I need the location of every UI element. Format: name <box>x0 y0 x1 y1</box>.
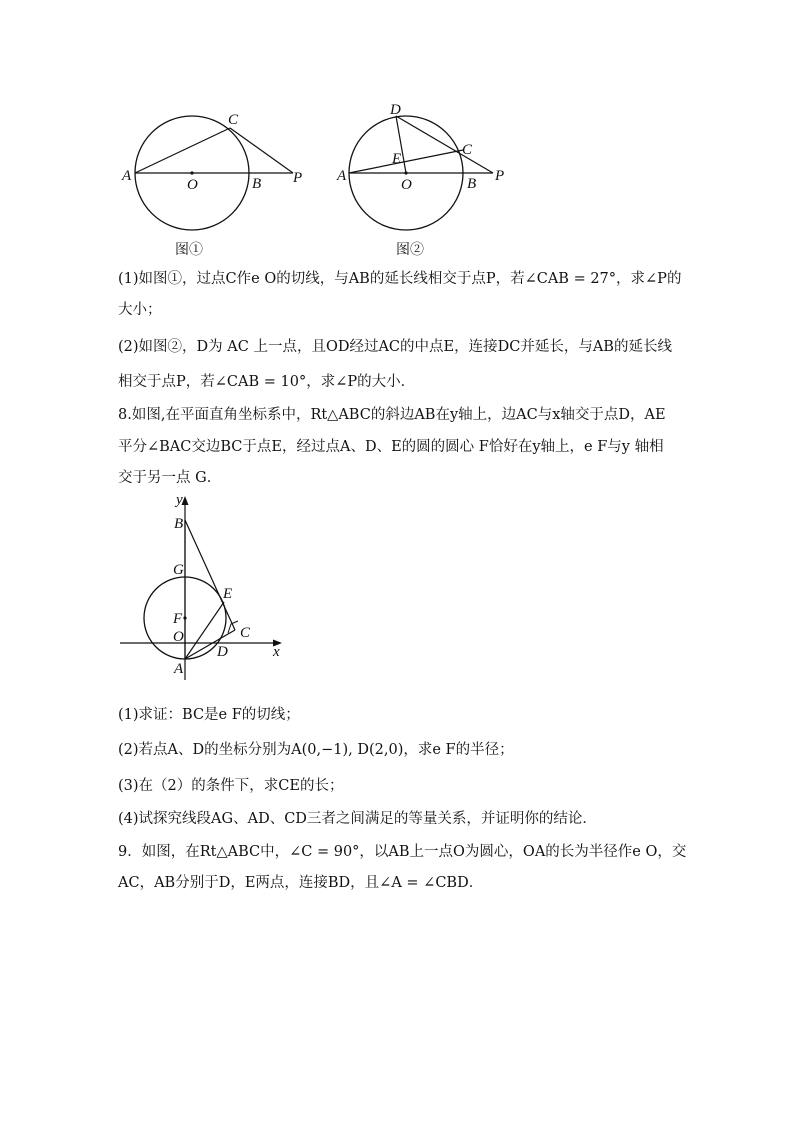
figure-2-label-p: P <box>495 168 505 184</box>
figure-2-line-dp <box>396 116 493 173</box>
q8-line3: 交于另一点 G． <box>118 470 222 486</box>
figure-1-line-cp <box>230 128 293 173</box>
q8-sub2: (2)若点A、D的坐标分别为A(0,−1), D(2,0)，求e F的半径； <box>118 742 514 758</box>
figure-3-label-c: C <box>240 625 251 641</box>
figure-3-label-d: D <box>217 644 228 660</box>
figure-2 <box>330 100 530 265</box>
figure-1-center-dot <box>190 171 193 174</box>
figure-3-label-y: y <box>176 492 183 508</box>
q7-part2-line1: (2)如图②，D为 AC 上一点，且OD经过AC的中点E，连接DC并延长，与AB的延长线 <box>118 339 672 355</box>
q8-line1: 8.如图,在平面直角坐标系中，Rt△ABC的斜边AB在y轴上，边AC与x轴交于点D，AE <box>118 407 666 423</box>
figure-3-label-e: E <box>223 586 233 602</box>
q9-line1: 9．如图，在Rt△ABC中，∠C = 90°，以AB上一点O为圆心，OA的长为半径作e O，交 <box>118 844 687 860</box>
figure-3-label-x: x <box>273 644 280 660</box>
figure-1-label-b: B <box>252 176 262 192</box>
figure-3-label-f: F <box>173 611 183 627</box>
figure-3 <box>110 490 295 685</box>
q8-sub3: (3)在（2）的条件下，求CE的长； <box>118 778 344 794</box>
figure-3-center-dot <box>183 616 186 619</box>
figure-1-label-p: P <box>293 170 303 186</box>
figure-3-label-b: B <box>174 516 184 532</box>
figure-2-center-dot <box>404 171 407 174</box>
q7-part2-line2: 相交于点P，若∠CAB = 10°，求∠P的大小． <box>118 374 416 390</box>
q9-line2: AC，AB分别于D，E两点，连接BD，且∠A = ∠CBD． <box>118 875 484 891</box>
figure-3-label-o: O <box>173 629 184 645</box>
figure-2-label-c: C <box>462 142 473 158</box>
figure-1-label-a: A <box>122 168 132 184</box>
q8-sub1: (1)求证：BC是e F的切线； <box>118 707 300 723</box>
figure-3-label-a: A <box>174 661 184 677</box>
figure-2-caption: 图② <box>396 243 424 258</box>
figure-3-label-g: G <box>173 562 184 578</box>
q7-part1-line2: 大小； <box>118 302 162 318</box>
figure-1 <box>110 100 320 265</box>
q7-part1-line1: (1)如图①，过点C作e O的切线，与AB的延长线相交于点P，若∠CAB = 27°，求∠P的 <box>118 271 682 287</box>
figure-1-caption: 图① <box>175 243 203 258</box>
figure-2-label-o: O <box>401 177 412 193</box>
figure-2-label-d: D <box>390 102 401 118</box>
q8-line2: 平分∠BAC交边BC于点E，经过点A、D、E的圆的圆心 F恰好在y轴上，e F与y 轴相 <box>118 439 664 455</box>
figure-2-label-e: E <box>392 151 402 167</box>
figure-2-label-b: B <box>467 176 477 192</box>
q8-sub4: (4)试探究线段AG、AD、CD三者之间满足的等量关系，并证明你的结论． <box>118 811 597 827</box>
figure-2-label-a: A <box>337 168 347 184</box>
figure-3-line-bc <box>185 520 235 630</box>
figure-1-label-o: O <box>187 177 198 193</box>
figure-1-label-c: C <box>228 112 239 128</box>
